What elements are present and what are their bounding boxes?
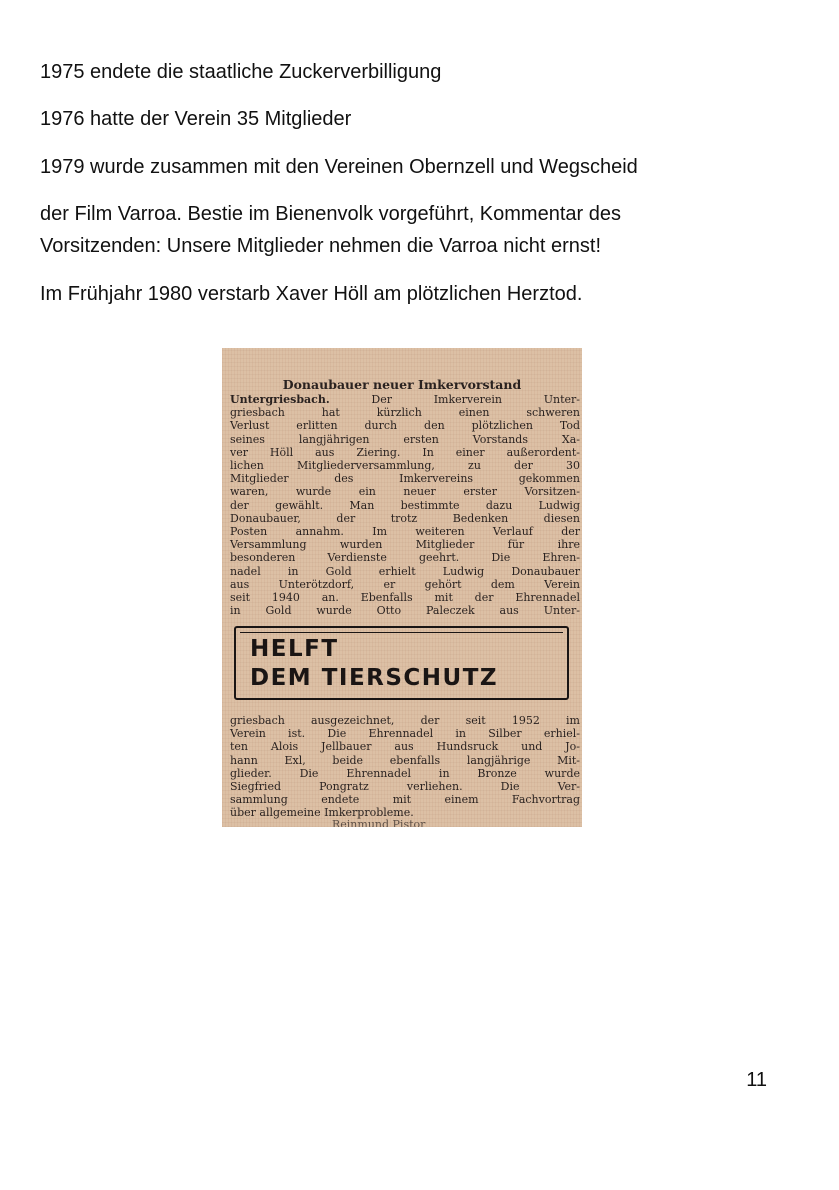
newspaper-clipping (222, 348, 582, 827)
clipping-line (230, 393, 580, 406)
clipping-headline: Donaubauer neuer Imkervorstand (282, 377, 522, 392)
clipping-line: nadel in Gold erhielt Ludwig Donaubauer (230, 564, 580, 578)
page-number: 11 (746, 1069, 767, 1091)
clipping-line: hann Exl, beide ebenfalls langjährige Mit- (230, 753, 580, 767)
clipping-line-text: Der Imkerverein Unter- (371, 393, 580, 406)
paragraph-1980: Im Frühjahr 1980 verstarb Xaver Höll am plötzlichen Herztod. (40, 283, 583, 305)
clipping-line: lichen Mitgliederversammlung, zu der 30 (230, 459, 580, 473)
clipping-line: waren, wurde ein neuer erster Vorsitzen- (230, 485, 580, 499)
clipping-line: griesbach hat kürzlich einen schweren (230, 406, 580, 420)
clipping-line: griesbach ausgezeichnet, der seit 1952 im (230, 714, 580, 727)
clipping-line: ten Alois Jellbauer aus Hundsruck und Jo- (230, 740, 580, 754)
ad-line-tierschutz: DEM TIERSCHUTZ (250, 665, 499, 691)
clipping-line: seines langjährigen ersten Vorstands Xa- (230, 432, 580, 446)
clipping-line: sammlung endete mit einem Fachvortrag (230, 793, 580, 807)
paragraph-varroa-film: der Film Varroa. Bestie im Bienenvolk vorgeführt, Kommentar des Vorsitzenden: Unsere Mitglieder nehmen die Varroa nicht ernst! (40, 203, 621, 257)
clipping-line: Siegfried Pongratz verliehen. Die Ver- (230, 780, 580, 794)
clipping-line: über allgemeine Imkerprobleme. (230, 806, 414, 820)
clipping-line: seit 1940 an. Ebenfalls mit der Ehrennadel (230, 591, 580, 605)
clipping-lead: Untergriesbach. (230, 393, 330, 406)
clipping-line: besonderen Verdienste geehrt. Die Ehren- (230, 551, 580, 565)
clipping-line: Versammlung wurden Mitglieder für ihre (230, 538, 580, 552)
clipping-line: der gewählt. Man bestimmte dazu Ludwig (230, 498, 580, 512)
tierschutz-ad-box (234, 626, 569, 700)
paragraph-1975: 1975 endete die staatliche Zuckerverbilligung (40, 61, 442, 83)
clipping-line: Verlust erlitten durch den plötzlichen Tod (230, 419, 580, 433)
clipping-author-cut: Reinmund Pistor (332, 818, 426, 827)
clipping-lower-text (230, 714, 580, 820)
clipping-line: glieder. Die Ehrennadel in Bronze wurde (230, 766, 580, 780)
clipping-line: Donaubauer, der trotz Bedenken diesen (230, 511, 580, 525)
paragraph-1976: 1976 hatte der Verein 35 Mitglieder (40, 108, 352, 130)
clipping-line: ver Höll aus Ziering. In einer außerordent- (230, 445, 580, 459)
clipping-upper-text (230, 393, 580, 617)
clipping-line: aus Unterötzdorf, er gehört dem Verein (230, 577, 580, 591)
clipping-line: in Gold wurde Otto Paleczek aus Unter- (230, 604, 580, 618)
clipping-line: Mitglieder des Imkervereins gekommen (230, 472, 580, 486)
clipping-line: Verein ist. Die Ehrennadel in Silber erhiel- (230, 727, 580, 741)
ad-line-helft: HELFT (250, 636, 339, 662)
paragraph-1979: 1979 wurde zusammen mit den Vereinen Obernzell und Wegscheid (40, 156, 638, 178)
clipping-line: Posten annahm. Im weiteren Verlauf der (230, 525, 580, 539)
